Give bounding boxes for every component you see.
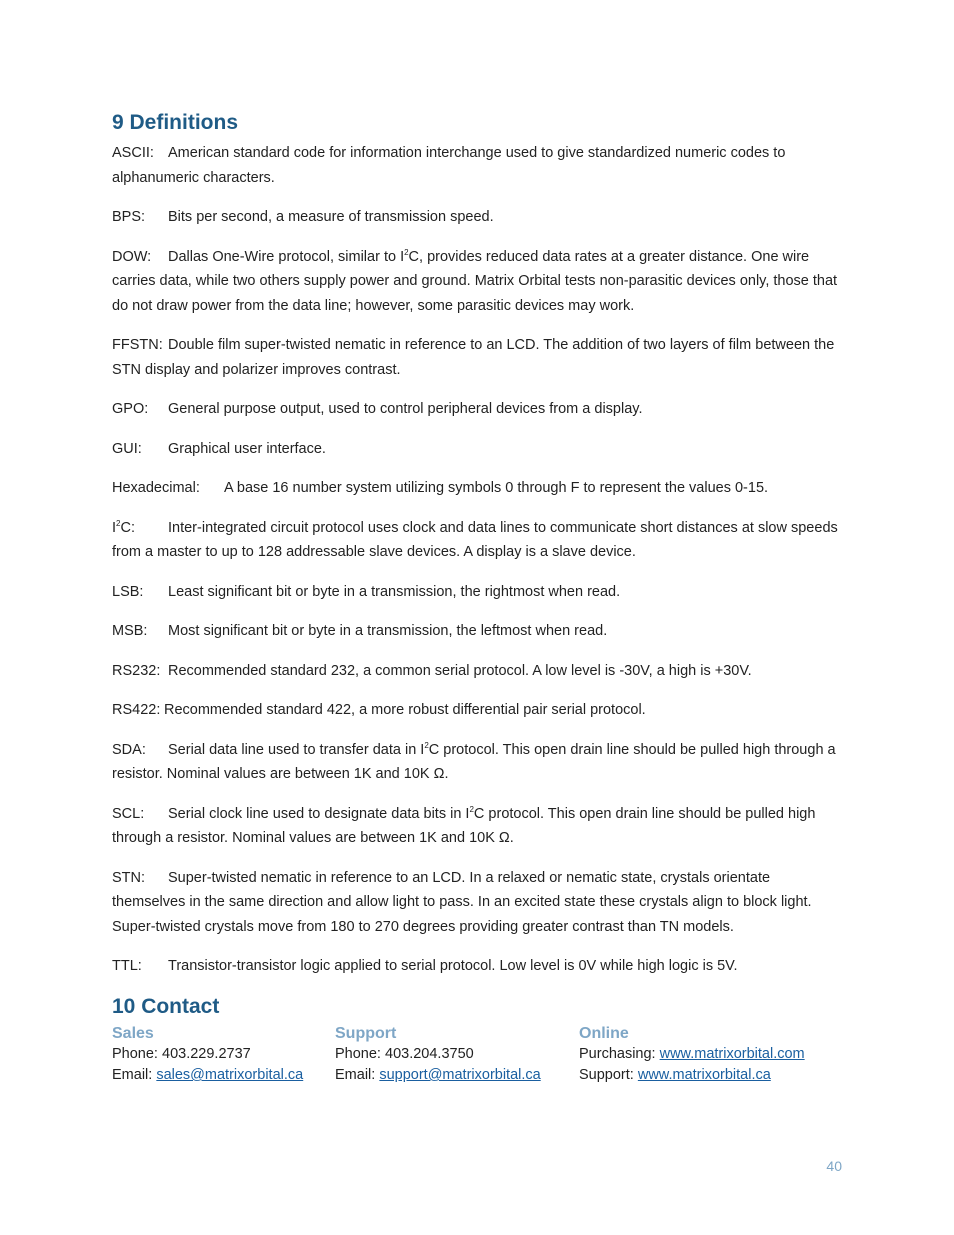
definition-text: Graphical user interface. [168,440,326,457]
superscript: 2 [116,518,121,528]
online-title: Online [579,1025,629,1042]
definition-gpo [112,397,842,422]
term: BPS: [112,209,146,225]
term: STN: [112,869,146,886]
purchasing-line [579,1044,805,1065]
definition-dow [112,245,842,319]
definition-stn [112,866,842,940]
definition-bps [112,205,842,230]
term-part: C: [120,519,135,536]
support-url-link[interactable]: www.matrixorbital.ca [637,1067,771,1083]
superscript: 2 [469,804,474,814]
email-label: Email: [112,1067,157,1083]
term-part: I [112,519,117,536]
definition-text: Recommended standard 232, a common serial protocol. A low level is -30V, a high is +30V. [168,662,752,679]
definition-text: Transistor-transistor logic applied to serial protocol. Low level is 0V while high logic is 5V. [168,958,738,974]
sales-email-link[interactable]: sales@matrixorbital.ca [156,1067,304,1083]
definition-hexadecimal [112,476,842,501]
definition-text: American standard code for information interchange used to give standardized numeric codes to alphanumeric characters. [112,145,786,186]
definition-text: Dallas One-Wire protocol, similar to I [168,248,405,265]
definition-lsb [112,580,842,605]
term [112,516,168,541]
support-url-line [579,1065,805,1086]
term: GUI: [112,440,142,457]
definition-text: Recommended standard 422, a more robust differential pair serial protocol. [164,702,646,718]
definition-text: Super-twisted nematic in reference to an LCD. In a relaxed or nematic state, crystals orientate themselves in the same direction and allow light to pass. In an excited state these crystals align to block light. Super-twisted crystals move from 180 to 270 degrees providing greater contrast than TN models. [112,869,812,935]
term: TTL: [112,958,142,974]
purchasing-link[interactable]: www.matrixorbital.com [659,1046,805,1062]
definition-text: Least significant bit or byte in a transmission, the rightmost when read. [168,583,621,600]
sales-phone-line [112,1044,303,1065]
definition-scl [112,802,842,851]
term: FFSTN: [112,337,163,353]
support-phone: 403.204.3750 [385,1046,474,1062]
definitions-list [112,141,842,994]
superscript: 2 [424,740,429,750]
definition-sda [112,738,842,787]
email-label: Email: [335,1067,380,1083]
definitions-heading: 9 Definitions [112,111,239,134]
definition-rs422 [112,698,842,723]
support-label: Support: [579,1067,638,1083]
definition-text: Serial data line used to transfer data in I [168,741,425,758]
definition-text: Inter-integrated circuit protocol uses clock and data lines to communicate short distances at slow speeds from a master to up to 128 addressable slave devices. A display is a slave device. [112,519,838,560]
sales-column [112,1024,303,1086]
definition-ffstn [112,333,842,382]
term: ASCII: [112,145,154,161]
sales-email-line [112,1065,303,1086]
contact-heading: 10 Contact [112,995,220,1018]
support-title: Support [335,1025,397,1042]
term: DOW: [112,248,152,265]
term: SDA: [112,741,146,758]
definition-text: C, provides reduced data rates at a greater distance. One wire carries data, while two others supply power and ground. Matrix Orbital tests non-parasitic devices only, those that do not draw power from the data line; however, some parasitic devices may work. [112,248,838,314]
definition-msb [112,619,842,644]
definition-ttl [112,954,842,979]
term: SCL: [112,805,145,822]
definition-text: Bits per second, a measure of transmission speed. [168,209,494,225]
support-email-line [335,1065,541,1086]
term: LSB: [112,583,144,600]
definition-rs232 [112,659,842,684]
term: RS232: [112,662,161,679]
definition-text: General purpose output, used to control peripheral devices from a display. [168,401,643,417]
term: MSB: [112,623,148,639]
support-column [335,1024,541,1086]
sales-phone: 403.229.2737 [162,1046,251,1062]
support-email-link[interactable]: support@matrixorbital.ca [379,1067,541,1083]
term: RS422: [112,702,161,718]
support-phone-line [335,1044,541,1065]
definition-gui [112,437,842,462]
definition-i2c [112,516,842,565]
superscript: 2 [404,247,409,257]
online-column [579,1024,805,1086]
term: GPO: [112,401,149,417]
definition-text: Double film super-twisted nematic in reference to an LCD. The addition of two layers of film between the STN display and polarizer improves contrast. [112,337,835,378]
term: Hexadecimal: [112,480,200,496]
definition-text: C protocol. This open drain line should be pulled high through a resistor. Nominal values are between 1K and 10K Ω. [112,805,816,846]
definition-text: A base 16 number system utilizing symbols 0 through F to represent the values 0-15. [224,480,769,496]
purchasing-label: Purchasing: [579,1046,660,1062]
definition-ascii [112,141,842,190]
phone-label: Phone: [335,1046,385,1062]
sales-title: Sales [112,1025,154,1042]
page-number: 40 [826,1158,842,1174]
definition-text: Serial clock line used to designate data bits in I [168,805,470,822]
definition-text: C protocol. This open drain line should be pulled high through a resistor. Nominal values are between 1K and 10K Ω. [112,741,836,782]
phone-label: Phone: [112,1046,162,1062]
definition-text: Most significant bit or byte in a transmission, the leftmost when read. [168,623,608,639]
